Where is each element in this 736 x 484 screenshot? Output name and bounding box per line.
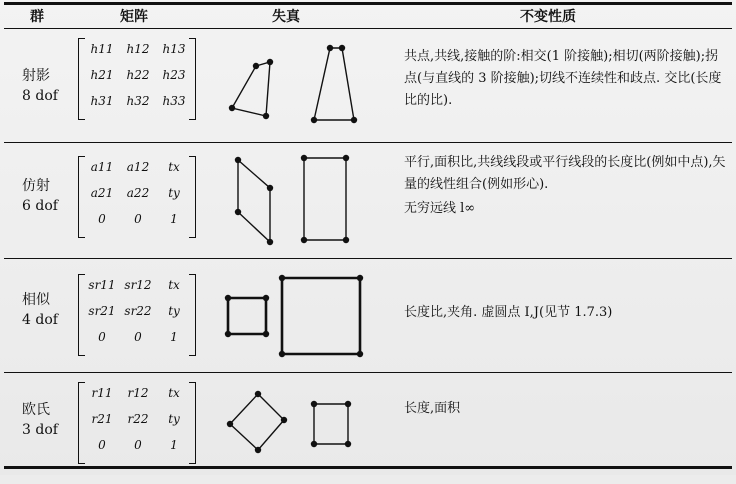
distorted-trapezoid [314,48,354,120]
matrix-euclidean [78,382,196,462]
upright-square [314,404,348,444]
invariants-projective [404,46,726,112]
group-label-euclidean [22,400,58,440]
invariants-text: 共点,共线,接触的阶:相交(1 阶接触);相切(两阶接触);拐点(与直线的 3 阶接触);切线不连续性和歧点. 交比(长度比的比). [404,49,722,108]
matrix-cell: sr21 [88,304,116,318]
matrix-cell: a11 [90,160,114,174]
header-matrix: 矩阵 [120,9,148,25]
matrix-cell: ty [168,304,180,318]
matrix-cell: 0 [134,330,142,344]
rotated-square [230,394,284,450]
matrix-cell: ty [168,412,180,426]
group-name: 欧氏 [22,402,50,418]
group-name: 相似 [22,292,50,308]
small-square [228,298,266,334]
invariants-euclidean [404,398,726,420]
group-dof: 8 dof [22,88,58,104]
group-label-projective [22,66,58,106]
distorted-parallelogram [238,160,270,242]
distortion-affine [212,148,372,258]
matrix-cell: tx [168,160,180,174]
vertex-dots [225,295,269,337]
matrix-cell: 1 [170,438,178,452]
row-rule [4,142,732,143]
matrix-cell: h32 [126,94,150,108]
matrix-cell: r12 [127,386,149,400]
distortion-similarity [212,264,372,374]
distortion-projective [212,36,372,146]
invariants-text: 长度比,夹角. 虚圆点 I,J(见节 1.7.3) [404,305,613,320]
matrix-cell: a21 [90,186,114,200]
matrix-cell: 1 [170,212,178,226]
matrix-cell: a22 [126,186,150,200]
matrix-cell: h33 [162,94,186,108]
matrix-cell: h23 [162,68,186,82]
matrix-similarity [78,274,196,354]
group-dof: 3 dof [22,422,58,438]
group-dof: 4 dof [22,312,58,328]
matrix-cell: r22 [127,412,149,426]
group-label-affine [22,176,58,216]
header-rule [4,28,732,29]
matrix-cell: sr11 [88,278,116,292]
matrix-cell: h21 [90,68,114,82]
group-label-similarity [22,290,58,330]
invariants-affine [404,152,726,220]
matrix-cell: h11 [90,42,114,56]
matrix-cell: h12 [126,42,150,56]
invariants-text: 长度,面积 [404,401,461,416]
matrix-cell: 0 [98,438,106,452]
matrix-cell: a12 [126,160,150,174]
table-bottom-rule [4,466,732,469]
matrix-cell: tx [168,278,180,292]
matrix-affine [78,156,196,236]
vertex-dots [227,391,287,453]
matrix-cell: 0 [134,438,142,452]
matrix-cell: h13 [162,42,186,56]
group-name: 仿射 [22,178,50,194]
group-dof: 6 dof [22,198,58,214]
matrix-cell: r11 [91,386,113,400]
matrix-projective [78,38,196,118]
invariants-text: 平行,面积比,共线线段或平行线段的长度比(例如中点),矢量的线性组合(例如形心). [404,155,726,192]
matrix-cell: r21 [91,412,113,426]
large-square [282,278,360,354]
table-top-rule [4,2,732,5]
distorted-rectangle [304,158,346,240]
matrix-cell: 0 [98,212,106,226]
matrix-cell: sr22 [124,304,152,318]
matrix-cell: sr12 [124,278,152,292]
matrix-cell: 1 [170,330,178,344]
header-invariants: 不变性质 [520,9,576,25]
matrix-cell: h31 [90,94,114,108]
matrix-cell: ty [168,186,180,200]
matrix-cell: tx [168,386,180,400]
matrix-cell: h22 [126,68,150,82]
line-at-infinity: 无穷远线 l∞ [404,201,476,216]
matrix-cell: 0 [98,330,106,344]
group-name: 射影 [22,68,50,84]
header-distortion: 失真 [272,9,300,25]
matrix-cell: 0 [134,212,142,226]
distorted-quadrilateral [232,62,270,116]
header-group: 群 [30,9,44,25]
invariants-similarity [404,302,726,324]
row-rule [4,372,732,373]
row-rule [4,258,732,259]
vertex-dots [235,157,273,245]
